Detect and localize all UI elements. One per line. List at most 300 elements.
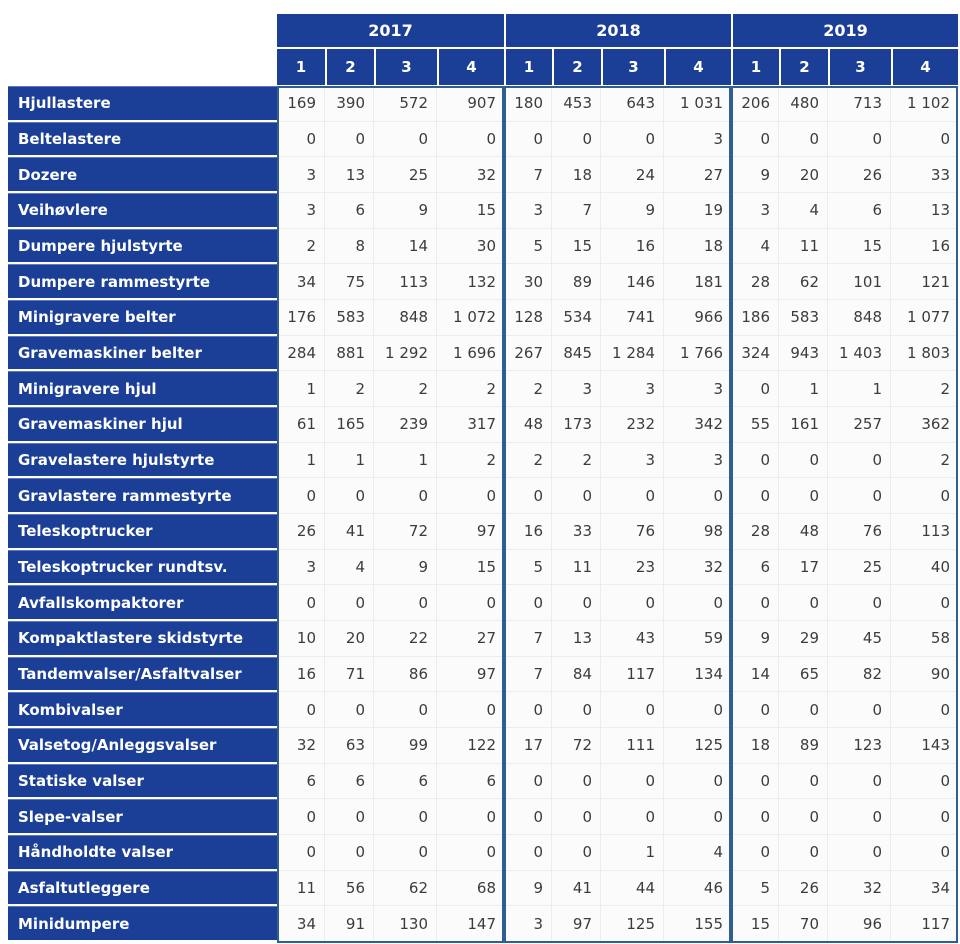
row-label-column (8, 86, 277, 942)
data-cell: 134 (664, 657, 731, 693)
data-cell: 33 (891, 157, 958, 193)
data-cell: 0 (277, 122, 325, 158)
data-cell: 4 (731, 229, 779, 265)
data-cell: 966 (664, 300, 731, 336)
row-label: Gravelastere hjulstyrte (8, 443, 277, 479)
data-cell: 713 (828, 86, 891, 122)
quarter-header-cell-2018-q2: 2 (552, 49, 601, 85)
data-cell: 0 (437, 585, 504, 621)
data-cell: 1 403 (828, 336, 891, 372)
data-cell: 76 (601, 514, 664, 550)
data-cell: 125 (601, 906, 664, 942)
data-cell: 8 (325, 229, 374, 265)
data-cell: 63 (325, 728, 374, 764)
row-label: Avfallskompaktorer (8, 585, 277, 621)
quarter-header-cell-2017-q3: 3 (374, 49, 437, 85)
data-cell: 111 (601, 728, 664, 764)
data-cell: 43 (601, 621, 664, 657)
data-cell: 61 (277, 407, 325, 443)
row-label: Kombivalser (8, 692, 277, 728)
data-cell: 70 (779, 906, 828, 942)
data-cell: 1 696 (437, 336, 504, 372)
row-label: Beltelastere (8, 122, 277, 158)
data-cell: 0 (601, 478, 664, 514)
data-cell: 0 (731, 443, 779, 479)
data-cell: 583 (325, 300, 374, 336)
data-cell: 146 (601, 264, 664, 300)
data-cell: 0 (277, 478, 325, 514)
data-cell: 45 (828, 621, 891, 657)
data-cell: 0 (437, 692, 504, 728)
data-cell: 155 (664, 906, 731, 942)
quarter-header-cell-2019-q4: 4 (891, 49, 958, 85)
data-cell: 0 (325, 585, 374, 621)
data-cell: 0 (891, 478, 958, 514)
data-cell: 0 (325, 692, 374, 728)
data-cell: 0 (277, 692, 325, 728)
data-cell: 0 (601, 122, 664, 158)
row-label: Teleskoptrucker rundtsv. (8, 550, 277, 586)
data-cell: 5 (731, 871, 779, 907)
data-cell: 34 (891, 871, 958, 907)
data-cell: 2 (325, 371, 374, 407)
data-cell: 0 (891, 835, 958, 871)
data-cell: 0 (552, 122, 601, 158)
data-cell: 239 (374, 407, 437, 443)
data-cell: 0 (891, 122, 958, 158)
data-cell: 0 (664, 764, 731, 800)
data-cell: 25 (828, 550, 891, 586)
data-cell: 3 (277, 157, 325, 193)
data-cell: 2 (504, 371, 552, 407)
data-cell: 881 (325, 336, 374, 372)
data-cell: 20 (779, 157, 828, 193)
row-label: Valsetog/Anleggsvalser (8, 728, 277, 764)
data-cell: 572 (374, 86, 437, 122)
data-cell: 121 (891, 264, 958, 300)
data-cell: 324 (731, 336, 779, 372)
data-cell: 3 (664, 122, 731, 158)
row-label: Håndholdte valser (8, 835, 277, 871)
data-cell: 161 (779, 407, 828, 443)
data-cell: 4 (779, 193, 828, 229)
row-label: Gravemaskiner belter (8, 336, 277, 372)
data-cell: 1 292 (374, 336, 437, 372)
data-cell: 0 (731, 371, 779, 407)
data-cell: 9 (374, 193, 437, 229)
data-cell: 0 (664, 799, 731, 835)
data-cell: 34 (277, 906, 325, 942)
data-cell: 19 (664, 193, 731, 229)
data-cell: 6 (325, 193, 374, 229)
data-cell: 3 (504, 906, 552, 942)
data-cell: 72 (552, 728, 601, 764)
data-cell: 125 (664, 728, 731, 764)
data-cell: 0 (552, 799, 601, 835)
data-cell: 18 (552, 157, 601, 193)
data-cell: 1 031 (664, 86, 731, 122)
data-cell: 0 (374, 478, 437, 514)
data-cell: 0 (664, 585, 731, 621)
data-cell: 97 (437, 514, 504, 550)
data-cell: 0 (552, 835, 601, 871)
data-cell: 15 (552, 229, 601, 265)
data-cell: 0 (891, 692, 958, 728)
data-cell: 58 (891, 621, 958, 657)
data-cell: 0 (828, 478, 891, 514)
data-cell: 0 (325, 478, 374, 514)
data-cell: 14 (731, 657, 779, 693)
data-cell: 99 (374, 728, 437, 764)
data-cell: 89 (552, 264, 601, 300)
data-cell: 0 (891, 585, 958, 621)
data-cell: 26 (828, 157, 891, 193)
data-cell: 583 (779, 300, 828, 336)
data-cell: 2 (552, 443, 601, 479)
data-cell: 390 (325, 86, 374, 122)
data-cell: 2 (891, 443, 958, 479)
data-cell: 9 (504, 871, 552, 907)
data-cell: 6 (731, 550, 779, 586)
data-cell: 3 (277, 550, 325, 586)
data-cell: 0 (504, 799, 552, 835)
data-cell: 0 (828, 764, 891, 800)
data-cell: 0 (504, 835, 552, 871)
year-header-cell-2019: 2019 (731, 14, 958, 47)
data-cell: 0 (828, 585, 891, 621)
data-cell: 130 (374, 906, 437, 942)
data-cell: 1 077 (891, 300, 958, 336)
data-cell: 3 (504, 193, 552, 229)
data-cell: 29 (779, 621, 828, 657)
data-cell: 4 (664, 835, 731, 871)
data-cell: 7 (504, 621, 552, 657)
data-cell: 1 (374, 443, 437, 479)
data-cell: 848 (828, 300, 891, 336)
data-cell: 25 (374, 157, 437, 193)
data-cell: 27 (664, 157, 731, 193)
data-cell: 0 (601, 585, 664, 621)
data-cell: 17 (779, 550, 828, 586)
data-cell: 0 (731, 122, 779, 158)
data-cell: 17 (504, 728, 552, 764)
data-cell: 89 (779, 728, 828, 764)
data-cell: 5 (504, 550, 552, 586)
data-cell: 90 (891, 657, 958, 693)
data-cell: 181 (664, 264, 731, 300)
data-cell: 24 (601, 157, 664, 193)
data-cell: 741 (601, 300, 664, 336)
data-cell: 0 (779, 799, 828, 835)
data-cell: 27 (437, 621, 504, 657)
data-cell: 41 (552, 871, 601, 907)
data-cell: 1 (779, 371, 828, 407)
data-cell: 98 (664, 514, 731, 550)
data-cell: 15 (731, 906, 779, 942)
data-cell: 34 (277, 264, 325, 300)
data-cell: 1 (325, 443, 374, 479)
data-cell: 11 (277, 871, 325, 907)
data-cell: 91 (325, 906, 374, 942)
data-cell: 845 (552, 336, 601, 372)
data-cell: 0 (504, 478, 552, 514)
data-cell: 122 (437, 728, 504, 764)
row-label: Veihøvlere (8, 193, 277, 229)
data-cell: 2 (504, 443, 552, 479)
data-cell: 6 (374, 764, 437, 800)
data-cell: 165 (325, 407, 374, 443)
data-cell: 97 (437, 657, 504, 693)
data-cell: 0 (828, 443, 891, 479)
data-cell: 1 102 (891, 86, 958, 122)
row-label: Minigravere belter (8, 300, 277, 336)
row-label: Tandemvalser/Asfaltvalser (8, 657, 277, 693)
data-cell: 13 (891, 193, 958, 229)
data-cell: 128 (504, 300, 552, 336)
data-cell: 59 (664, 621, 731, 657)
data-cell: 0 (891, 764, 958, 800)
data-cell: 18 (731, 728, 779, 764)
data-cell: 41 (325, 514, 374, 550)
data-cell: 32 (437, 157, 504, 193)
data-cell: 0 (552, 764, 601, 800)
data-cell: 0 (374, 799, 437, 835)
row-label: Dozere (8, 157, 277, 193)
data-cell: 30 (437, 229, 504, 265)
data-cell: 534 (552, 300, 601, 336)
data-cell: 48 (779, 514, 828, 550)
data-cell: 0 (504, 585, 552, 621)
data-cell: 0 (664, 692, 731, 728)
data-cell: 848 (374, 300, 437, 336)
data-cell: 0 (828, 692, 891, 728)
data-cell: 32 (277, 728, 325, 764)
data-cell: 3 (552, 371, 601, 407)
data-cell: 123 (828, 728, 891, 764)
data-cell: 0 (601, 692, 664, 728)
data-cell: 7 (504, 157, 552, 193)
data-cell: 267 (504, 336, 552, 372)
data-cell: 46 (664, 871, 731, 907)
data-cell: 143 (891, 728, 958, 764)
data-cell: 97 (552, 906, 601, 942)
data-cell: 0 (374, 585, 437, 621)
data-cell: 71 (325, 657, 374, 693)
data-cell: 0 (277, 799, 325, 835)
data-cell: 0 (437, 835, 504, 871)
data-cell: 0 (374, 692, 437, 728)
data-cell: 4 (325, 550, 374, 586)
data-cell: 26 (277, 514, 325, 550)
data-cell: 0 (779, 122, 828, 158)
row-label: Dumpere hjulstyrte (8, 229, 277, 265)
data-cell: 7 (552, 193, 601, 229)
data-cell: 943 (779, 336, 828, 372)
data-cell: 1 072 (437, 300, 504, 336)
data-cell: 0 (664, 478, 731, 514)
data-cell: 13 (325, 157, 374, 193)
data-cell: 2 (437, 371, 504, 407)
data-cell: 232 (601, 407, 664, 443)
data-cell: 2 (277, 229, 325, 265)
data-cell: 7 (504, 657, 552, 693)
data-cell: 6 (828, 193, 891, 229)
data-cell: 0 (552, 478, 601, 514)
row-label: Slepe-valser (8, 799, 277, 835)
data-cell: 6 (277, 764, 325, 800)
data-cell: 0 (277, 585, 325, 621)
data-cell: 0 (552, 585, 601, 621)
data-cell: 186 (731, 300, 779, 336)
data-cell: 342 (664, 407, 731, 443)
data-cell: 44 (601, 871, 664, 907)
data-cell: 15 (828, 229, 891, 265)
year-header-row (277, 14, 958, 47)
data-cell: 0 (779, 692, 828, 728)
data-cell: 176 (277, 300, 325, 336)
data-cell: 75 (325, 264, 374, 300)
row-label: Gravlastere rammestyrte (8, 478, 277, 514)
data-cell: 0 (325, 799, 374, 835)
data-cell: 362 (891, 407, 958, 443)
data-cell: 0 (731, 692, 779, 728)
data-cell: 284 (277, 336, 325, 372)
data-cell: 28 (731, 264, 779, 300)
data-cell: 0 (601, 764, 664, 800)
data-cell: 0 (374, 122, 437, 158)
quarter-header-cell-2017-q4: 4 (437, 49, 504, 85)
data-cell: 117 (601, 657, 664, 693)
data-cell: 1 (828, 371, 891, 407)
data-cell: 1 (601, 835, 664, 871)
data-cell: 3 (731, 193, 779, 229)
data-cell: 68 (437, 871, 504, 907)
data-cell: 16 (891, 229, 958, 265)
data-cell: 1 284 (601, 336, 664, 372)
data-cell: 2 (891, 371, 958, 407)
data-cell: 0 (437, 799, 504, 835)
data-cell: 2 (374, 371, 437, 407)
data-cell: 9 (731, 621, 779, 657)
data-cell: 9 (731, 157, 779, 193)
data-cell: 15 (437, 193, 504, 229)
data-cell: 3 (601, 371, 664, 407)
data-cell: 0 (437, 478, 504, 514)
data-cell: 1 (277, 371, 325, 407)
data-cell: 0 (437, 122, 504, 158)
year-header-cell-2018: 2018 (504, 14, 731, 47)
row-label: Hjullastere (8, 86, 277, 122)
data-cell: 0 (828, 122, 891, 158)
data-cell: 0 (779, 585, 828, 621)
data-cell: 5 (504, 229, 552, 265)
data-cell: 0 (779, 443, 828, 479)
data-cell: 0 (325, 835, 374, 871)
data-cell: 0 (504, 692, 552, 728)
quarter-header-row (277, 49, 958, 85)
data-cell: 0 (779, 478, 828, 514)
data-cell: 0 (779, 764, 828, 800)
data-cell: 173 (552, 407, 601, 443)
row-label: Dumpere rammestyrte (8, 264, 277, 300)
data-cell: 907 (437, 86, 504, 122)
data-cell: 33 (552, 514, 601, 550)
row-label: Asfaltutleggere (8, 871, 277, 907)
data-cell: 28 (731, 514, 779, 550)
data-cell: 13 (552, 621, 601, 657)
data-cell: 65 (779, 657, 828, 693)
data-cell: 0 (779, 835, 828, 871)
quarter-header-cell-2018-q4: 4 (664, 49, 731, 85)
data-cell: 62 (779, 264, 828, 300)
data-cell: 23 (601, 550, 664, 586)
data-cell: 10 (277, 621, 325, 657)
data-cell: 3 (601, 443, 664, 479)
row-label: Minidumpere (8, 906, 277, 942)
data-cell: 14 (374, 229, 437, 265)
quarter-header-cell-2017-q1: 1 (277, 49, 325, 85)
data-cell: 480 (779, 86, 828, 122)
data-cell: 0 (731, 478, 779, 514)
data-cell: 257 (828, 407, 891, 443)
data-cell: 96 (828, 906, 891, 942)
data-cell: 6 (325, 764, 374, 800)
data-cell: 101 (828, 264, 891, 300)
data-cell: 18 (664, 229, 731, 265)
row-label: Gravemaskiner hjul (8, 407, 277, 443)
data-cell: 0 (504, 122, 552, 158)
data-cell: 0 (828, 835, 891, 871)
quarter-header-cell-2019-q2: 2 (779, 49, 828, 85)
row-label: Statiske valser (8, 764, 277, 800)
row-label: Kompaktlastere skidstyrte (8, 621, 277, 657)
data-cell: 147 (437, 906, 504, 942)
data-cell: 113 (891, 514, 958, 550)
data-cell: 62 (374, 871, 437, 907)
data-cell: 48 (504, 407, 552, 443)
data-cell: 0 (731, 799, 779, 835)
data-cell: 1 (277, 443, 325, 479)
data-cell: 0 (731, 835, 779, 871)
quarter-header-cell-2019-q3: 3 (828, 49, 891, 85)
data-cell: 15 (437, 550, 504, 586)
data-cell: 9 (601, 193, 664, 229)
data-cell: 86 (374, 657, 437, 693)
data-cell: 16 (277, 657, 325, 693)
data-cell: 180 (504, 86, 552, 122)
data-cell: 11 (779, 229, 828, 265)
data-cell: 32 (828, 871, 891, 907)
data-cell: 0 (374, 835, 437, 871)
data-cell: 2 (437, 443, 504, 479)
data-cell: 3 (664, 443, 731, 479)
data-cell: 3 (277, 193, 325, 229)
data-cell: 40 (891, 550, 958, 586)
row-label: Minigravere hjul (8, 371, 277, 407)
data-cell: 1 803 (891, 336, 958, 372)
data-grid (277, 86, 958, 942)
data-cell: 26 (779, 871, 828, 907)
data-cell: 453 (552, 86, 601, 122)
quarter-header-cell-2019-q1: 1 (731, 49, 779, 85)
data-cell: 0 (731, 764, 779, 800)
data-cell: 6 (437, 764, 504, 800)
data-cell: 0 (552, 692, 601, 728)
quarter-header-cell-2018-q1: 1 (504, 49, 552, 85)
data-cell: 16 (504, 514, 552, 550)
data-cell: 117 (891, 906, 958, 942)
data-cell: 3 (664, 371, 731, 407)
